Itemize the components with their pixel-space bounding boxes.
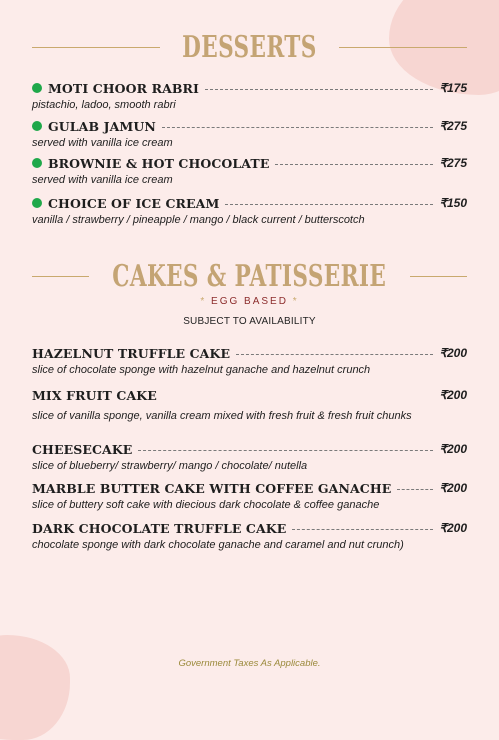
cakes-header bbox=[32, 259, 467, 294]
desserts-header bbox=[32, 30, 467, 65]
veg-dot-icon bbox=[32, 158, 42, 168]
veg-dot-icon bbox=[32, 83, 42, 93]
availability-note: SUBJECT TO AVAILABILITY bbox=[183, 316, 316, 327]
menu-item bbox=[32, 345, 467, 377]
item-description: slice of vanilla sponge, vanilla cream mixed with fresh fruit & fresh fruit chunks bbox=[32, 410, 412, 422]
egg-based-label: EGG BASED bbox=[211, 296, 288, 307]
menu-item bbox=[32, 80, 467, 112]
item-description: slice of chocolate sponge with hazelnut ganache and hazelnut crunch bbox=[32, 364, 371, 376]
veg-dot-icon bbox=[32, 121, 42, 131]
menu-item bbox=[32, 155, 467, 187]
item-description: chocolate sponge with dark chocolate ganache and caramel and nut crunch) bbox=[32, 539, 404, 551]
section-title-cakes: CAKES & PATISSERIE bbox=[112, 259, 387, 294]
dotted-leader bbox=[275, 164, 433, 165]
divider-line bbox=[32, 47, 160, 48]
item-name: GULAB JAMUN bbox=[48, 118, 156, 134]
item-description: slice of blueberry/ strawberry/ mango / chocolate/ nutella bbox=[32, 460, 308, 472]
item-price: ₹275 bbox=[439, 156, 467, 170]
tax-footer-note: Government Taxes As Applicable. bbox=[178, 658, 321, 669]
menu-item bbox=[32, 520, 467, 552]
menu-item bbox=[32, 480, 467, 512]
dotted-leader bbox=[138, 450, 433, 451]
item-price: ₹200 bbox=[439, 442, 467, 456]
divider-line bbox=[339, 47, 467, 48]
dotted-leader bbox=[236, 354, 433, 355]
item-name: DARK CHOCOLATE TRUFFLE CAKE bbox=[32, 520, 287, 536]
item-name: BROWNIE & HOT CHOCOLATE bbox=[48, 155, 270, 171]
item-description: vanilla / strawberry / pineapple / mango / black current / butterscotch bbox=[32, 214, 365, 226]
divider-line bbox=[32, 276, 89, 277]
item-price: ₹200 bbox=[439, 388, 467, 402]
item-name: CHEESECAKE bbox=[32, 441, 133, 457]
item-price: ₹200 bbox=[439, 481, 467, 495]
item-name: CHOICE OF ICE CREAM bbox=[48, 195, 220, 211]
star-icon: * bbox=[200, 296, 207, 307]
dotted-leader bbox=[292, 529, 433, 530]
menu-item bbox=[32, 441, 467, 473]
dotted-leader bbox=[205, 89, 433, 90]
item-price: ₹150 bbox=[439, 196, 467, 210]
section-title-desserts: DESSERTS bbox=[182, 30, 317, 65]
star-icon: * bbox=[292, 296, 299, 307]
egg-based-tag bbox=[0, 296, 499, 307]
item-price: ₹275 bbox=[439, 119, 467, 133]
item-description: served with vanilla ice cream bbox=[32, 174, 173, 186]
menu-item bbox=[32, 195, 467, 227]
menu-item bbox=[32, 387, 467, 423]
item-name: HAZELNUT TRUFFLE CAKE bbox=[32, 345, 231, 361]
item-price: ₹200 bbox=[439, 521, 467, 535]
menu-item bbox=[32, 118, 467, 150]
veg-dot-icon bbox=[32, 198, 42, 208]
divider-line bbox=[410, 276, 467, 277]
dotted-leader bbox=[397, 489, 433, 490]
dotted-leader bbox=[225, 204, 433, 205]
decorative-blob-bottom-left bbox=[0, 635, 70, 740]
item-name: MARBLE BUTTER CAKE WITH COFFEE GANACHE bbox=[32, 480, 392, 496]
item-description: pistachio, ladoo, smooth rabri bbox=[32, 99, 176, 111]
dotted-leader bbox=[162, 127, 433, 128]
item-name: MIX FRUIT CAKE bbox=[32, 387, 157, 403]
item-name: MOTI CHOOR RABRI bbox=[48, 80, 199, 96]
item-price: ₹200 bbox=[439, 346, 467, 360]
item-price: ₹175 bbox=[439, 81, 467, 95]
item-description: served with vanilla ice cream bbox=[32, 137, 173, 149]
item-description: slice of buttery soft cake with diecious dark chocolate & coffee ganache bbox=[32, 499, 380, 511]
